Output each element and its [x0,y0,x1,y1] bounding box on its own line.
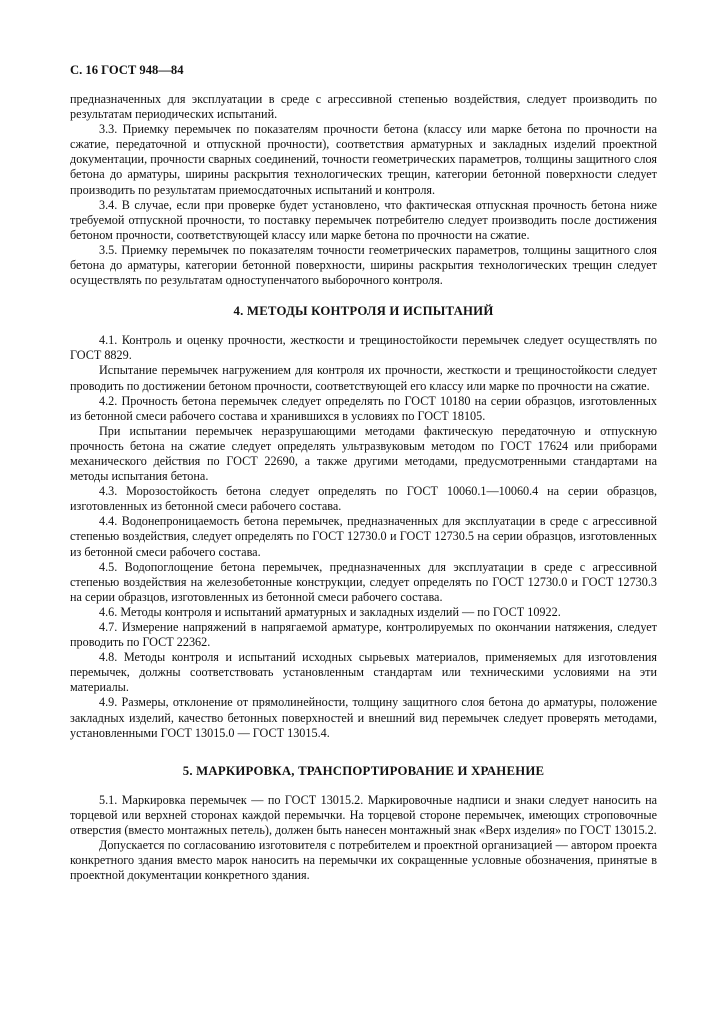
paragraph-3-3: 3.3. Приемку перемычек по показателям прочности бетона (классу или марке бетона по прочности на сжатие, передаточной и отпускной прочности), соответствия арматурных и закладных изделий проектной документации, прочности сварных соединений, точности геометрических параметров, толщины защитного слоя бетона до арматуры, ширины раскрытия технологических трещин, категории бетонной поверхности следует производить по результатам приемосдаточных испытаний и контроля. [70,122,657,197]
section-4-heading: 4. МЕТОДЫ КОНТРОЛЯ И ИСПЫТАНИЙ [233,304,494,319]
paragraph-4-2: 4.2. Прочность бетона перемычек следует определять по ГОСТ 10180 на серии образцов, изготовленных из бетонной смеси рабочего состава и хранившихся в условиях по ГОСТ 18105. [70,393,657,423]
paragraph-4-3: 4.3. Морозостойкость бетона следует определять по ГОСТ 10060.1—10060.4 на серии образцов, изготовленных из бетонной смеси рабочего состава. [70,484,657,514]
paragraph-4-7: 4.7. Измерение напряжений в напрягаемой арматуре, контролируемых по окончании натяжения, следует проводить по ГОСТ 22362. [70,620,657,650]
paragraph-5-1-allowance: Допускается по согласованию изготовителя с потребителем и проектной организацией — автором проекта конкретного здания вместо марок наносить на перемычки их сокращенные условные обозначения, принятые в проектной документации конкретного здания. [70,838,657,883]
paragraph-4-6: 4.6. Методы контроля и испытаний арматурных и закладных изделий — по ГОСТ 10922. [99,604,561,619]
paragraph-4-1-testing: Испытание перемычек нагружением для контроля их прочности, жесткости и трещиностойкости следует проводить по достижении бетоном прочности, соответствующей его классу или марке по прочности на сжатие. [70,363,657,393]
paragraph-continuation: предназначенных для эксплуатации в среде с агрессивной степенью воздействия, следует производить по результатам периодических испытаний. [70,92,657,122]
page-header: С. 16 ГОСТ 948—84 [70,63,184,77]
paragraph-3-4: 3.4. В случае, если при проверке будет установлено, что фактическая отпускная прочность бетона ниже требуемой отпускной прочности, то поставку перемычек потребителю следует производить после достижения бетоном прочности, соответствующей классу или марке бетона по прочности на сжатие. [70,197,657,242]
paragraph-4-5: 4.5. Водопоглощение бетона перемычек, предназначенных для эксплуатации в среде с агрессивной степенью воздействия на железобетонные конструкции, следует определять по ГОСТ 12730.0 и ГОСТ 12730.3 на серии образцов, изготовленных из бетонной смеси рабочего состава. [70,559,657,604]
paragraph-4-4: 4.4. Водонепроницаемость бетона перемычек, предназначенных для эксплуатации в среде с агрессивной степенью воздействия, следует определять по ГОСТ 12730.0 и ГОСТ 12730.5 на серии образцов, изготовленных из бетонной смеси рабочего состава. [70,514,657,559]
paragraph-5-1: 5.1. Маркировка перемычек — по ГОСТ 13015.2. Маркировочные надписи и знаки следует наносить на торцевой или верхней сторонах каждой перемычки. На торцевой стороне перемычек, имеющих строповочные отверстия (вместо монтажных петель), должен быть нанесен монтажный знак «Верх изделия» по ГОСТ 13015.2. [70,792,657,837]
section-5-heading: 5. МАРКИРОВКА, ТРАНСПОРТИРОВАНИЕ И ХРАНЕНИЕ [182,763,545,778]
paragraph-4-8: 4.8. Методы контроля и испытаний исходных сырьевых материалов, применяемых для изготовления перемычек, должны соответствовать установленным стандартам или техническими условиями на эти материалы. [70,650,657,695]
paragraph-4-2-nondestructive: При испытании перемычек неразрушающими методами фактическую передаточную и отпускную прочность бетона на сжатие следует определять ультразвуковым методом по ГОСТ 17624 или приборами механического действия по ГОСТ 22690, а также другими методами, предусмотренными стандартами на методы испытания бетона. [70,423,657,484]
paragraph-4-9: 4.9. Размеры, отклонение от прямолинейности, толщину защитного слоя бетона до арматуры, положение закладных изделий, качество бетонных поверхностей и внешний вид перемычек следует проверять методами, установленными ГОСТ 13015.0 — ГОСТ 13015.4. [70,695,657,740]
paragraph-3-5: 3.5. Приемку перемычек по показателям точности геометрических параметров, толщины защитного слоя бетона до арматуры, категории бетонной поверхности, ширины раскрытия технологических трещин следует осуществлять по результатам одноступенчатого выборочного контроля. [70,242,657,288]
paragraph-4-1: 4.1. Контроль и оценку прочности, жесткости и трещиностойкости перемычек следует осуществлять по ГОСТ 8829. [70,333,657,363]
